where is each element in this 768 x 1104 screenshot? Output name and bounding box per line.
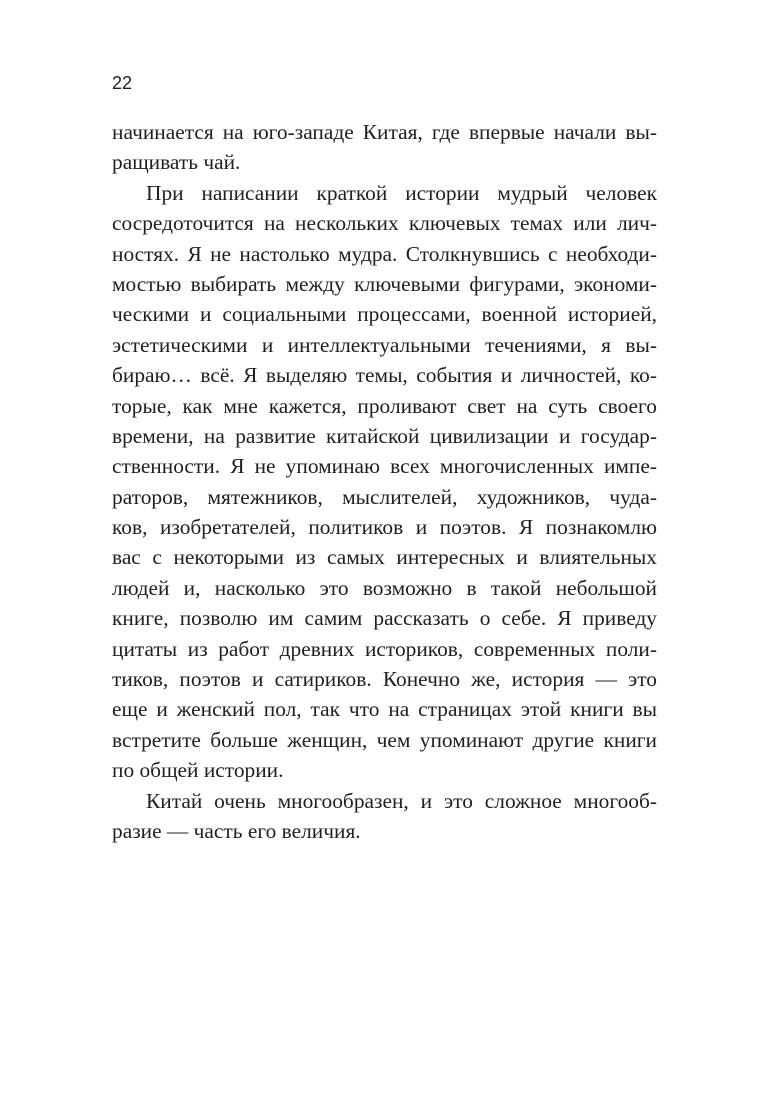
- text-line: сосредоточится на нескольких ключевых темах или лич-: [112, 211, 657, 236]
- text-line: эстетическими и интеллектуальными течениями, я вы-: [112, 332, 657, 357]
- text-line: При написании краткой истории мудрый человек: [146, 180, 657, 205]
- text-line: ческими и социальными процессами, военной историей,: [112, 302, 657, 327]
- text-line: начинается на юго-западе Китая, где впервые начали вы-: [112, 120, 657, 144]
- text-line: цитаты из работ древних историков, современных поли-: [112, 636, 657, 661]
- paragraph-2: [112, 178, 657, 786]
- text-line: встретите больше женщин, чем упоминают другие книги: [112, 727, 657, 752]
- text-line: ностях. Я не настолько мудра. Столкнувшись с необходи-: [112, 241, 657, 266]
- paragraph-1: [112, 117, 657, 178]
- text-line: мостью выбирать между ключевыми фигурами, экономи-: [112, 271, 657, 296]
- text-line: людей и, насколько это возможно в такой небольшой: [112, 575, 657, 600]
- text-line: ращивать чай.: [112, 150, 241, 175]
- text-line: тиков, поэтов и сатириков. Конечно же, история — это: [112, 667, 657, 692]
- text-line: ственности. Я не упоминаю всех многочисленных импе-: [112, 454, 657, 479]
- text-line: бираю… всё. Я выделяю темы, события и личностей, ко-: [112, 363, 657, 388]
- text-line: торые, как мне кажется, проливают свет на суть своего: [112, 393, 657, 418]
- text-line: раторов, мятежников, мыслителей, художников, чуда-: [112, 484, 657, 509]
- paragraph-3: [112, 786, 657, 847]
- text-line: книге, позволю им самим рассказать о себе. Я приведу: [112, 606, 657, 631]
- text-line: Китай очень многообразен, и это сложное многооб-: [146, 788, 657, 813]
- text-line: еще и женский пол, так что на страницах этой книги вы: [112, 697, 657, 722]
- text-line: разие — часть его величия.: [112, 818, 361, 843]
- text-line: по общей истории.: [112, 758, 284, 783]
- page-number: 22: [112, 73, 133, 93]
- text-line: времени, на развитие китайской цивилизации и государ-: [112, 423, 657, 448]
- body-text: [112, 117, 657, 846]
- text-line: вас с некоторыми из самых интересных и влиятельных: [112, 545, 657, 570]
- text-line: ков, изобретателей, политиков и поэтов. Я познакомлю: [112, 515, 657, 540]
